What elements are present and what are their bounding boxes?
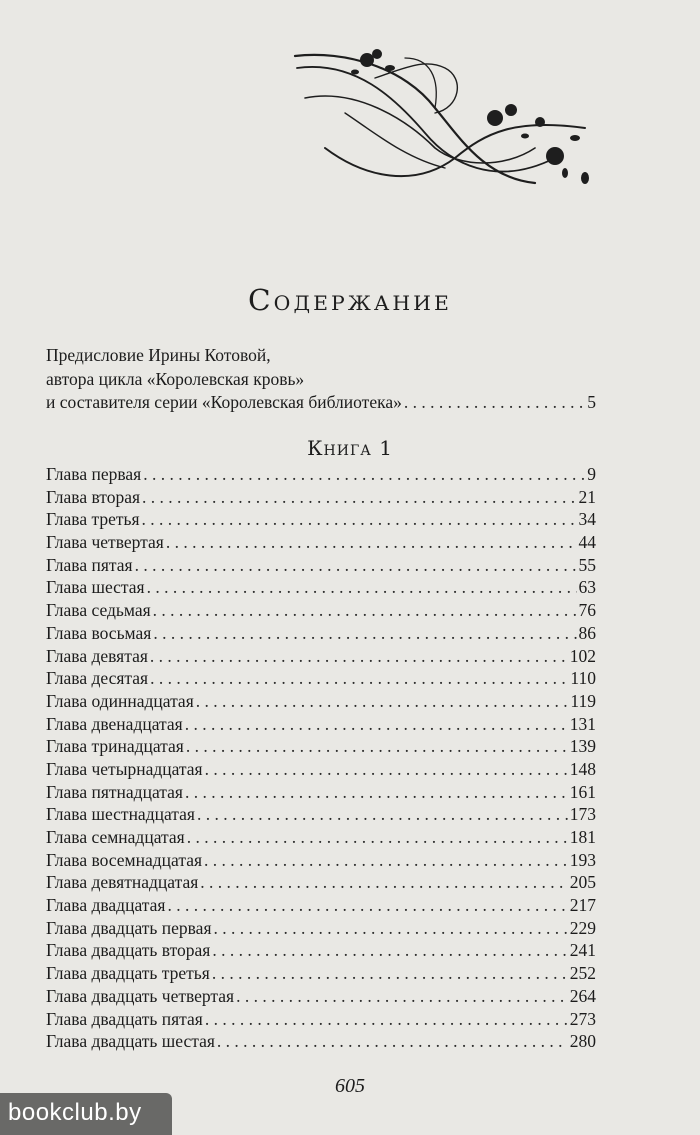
preface-page-number: 5 (587, 392, 596, 412)
chapter-page-number: 110 (570, 668, 596, 689)
chapter-title: Глава двенадцатая (46, 713, 183, 734)
preface-line: автора цикла «Королевская кровь» (46, 369, 305, 389)
leader-dots (153, 599, 577, 622)
chapter-title: Глава четвертая (46, 532, 164, 553)
toc-entry[interactable] (46, 463, 596, 486)
leader-dots (142, 486, 576, 509)
chapter-page-number: 139 (569, 736, 596, 757)
chapter-title: Глава вторая (46, 486, 141, 507)
chapter-page-number: 181 (569, 827, 596, 847)
chapter-title: Глава двадцать пятая (46, 1008, 203, 1029)
leader-dots (167, 894, 567, 917)
chapter-page-number: 44 (578, 532, 596, 553)
toc-entry[interactable] (46, 826, 596, 849)
page-number: 605 (335, 1075, 365, 1097)
chapter-title: Глава шестнадцатая (46, 804, 195, 825)
toc-entry[interactable] (46, 939, 596, 962)
chapter-title: Глава двадцать шестая (46, 1031, 215, 1052)
leader-dots (217, 1030, 568, 1053)
leader-dots (212, 962, 568, 985)
preface-last-line (46, 391, 596, 414)
chapter-page-number: 161 (569, 781, 596, 802)
chapter-title: Глава восемнадцатая (46, 849, 203, 870)
leader-dots (135, 554, 577, 577)
toc-entry[interactable] (46, 667, 596, 690)
chapter-title: Глава двадцать третья (46, 963, 210, 984)
chapter-title: Глава двадцать вторая (46, 940, 211, 961)
chapter-page-number: 86 (578, 622, 596, 643)
watermark-text: bookclub.by (8, 1099, 142, 1126)
chapter-title: Глава пятнадцатая (46, 781, 183, 802)
toc-entry[interactable] (46, 849, 596, 872)
toc-preface-entry[interactable] (46, 343, 596, 414)
chapter-page-number: 241 (569, 940, 596, 961)
chapter-title: Глава девятнадцатая (46, 872, 199, 893)
chapter-page-number: 193 (569, 849, 596, 870)
chapter-page-number: 102 (569, 645, 596, 666)
toc-entry[interactable] (46, 758, 596, 781)
toc-entry[interactable] (46, 554, 596, 577)
leader-dots (212, 939, 567, 962)
toc-entry[interactable] (46, 894, 596, 917)
toc-entry[interactable] (46, 917, 596, 940)
toc-entry[interactable] (46, 803, 596, 826)
chapter-page-number: 273 (569, 1008, 596, 1029)
preface-line: и составителя серии «Королевская библиотека» (46, 392, 402, 412)
chapter-page-number: 76 (578, 600, 596, 621)
chapter-page-number: 217 (569, 895, 596, 916)
toc-entry[interactable] (46, 871, 596, 894)
leader-dots (142, 508, 577, 531)
chapter-title: Глава пятая (46, 554, 133, 575)
leader-dots (153, 622, 576, 645)
chapter-title: Глава девятая (46, 645, 148, 666)
toc-entry[interactable] (46, 576, 596, 599)
toc-entry[interactable] (46, 781, 596, 804)
chapter-title: Глава тринадцатая (46, 736, 184, 757)
leader-dots (186, 735, 568, 758)
chapter-page-number: 264 (569, 985, 596, 1006)
toc-entry[interactable] (46, 735, 596, 758)
chapter-page-number: 34 (578, 509, 596, 530)
chapter-title: Глава первая (46, 464, 142, 484)
leader-dots (196, 690, 569, 713)
book-heading: Книга 1 (307, 436, 393, 460)
chapter-page-number: 173 (569, 804, 596, 825)
chapter-title: Глава четырнадцатая (46, 758, 203, 779)
toc-entry[interactable] (46, 713, 596, 736)
leader-dots (197, 803, 568, 826)
leader-dots (150, 667, 568, 690)
leader-dots (187, 826, 568, 849)
rose-vine-ornament-icon (285, 38, 595, 198)
chapter-page-number: 63 (578, 577, 596, 598)
toc-entry[interactable] (46, 962, 596, 985)
chapter-title: Глава двадцатая (46, 895, 166, 916)
toc-entry[interactable] (46, 645, 596, 668)
chapter-page-number: 280 (569, 1031, 596, 1052)
chapter-title: Глава седьмая (46, 600, 151, 621)
chapter-page-number: 9 (587, 464, 596, 484)
leader-dots (236, 985, 568, 1008)
chapter-title: Глава десятая (46, 668, 149, 689)
leader-dots (204, 849, 568, 872)
chapter-title: Глава семнадцатая (46, 827, 185, 847)
toc-entry[interactable] (46, 531, 596, 554)
chapter-title: Глава восьмая (46, 622, 152, 643)
chapter-page-number: 21 (578, 486, 596, 507)
chapter-page-number: 148 (569, 758, 596, 779)
chapter-page-number: 229 (569, 917, 596, 938)
toc-entry[interactable] (46, 1008, 596, 1031)
leader-dots (185, 713, 568, 736)
leader-dots (404, 391, 585, 414)
chapter-page-number: 131 (569, 713, 596, 734)
chapter-title: Глава одиннадцатая (46, 690, 194, 711)
leader-dots (150, 645, 568, 668)
watermark (0, 1093, 172, 1135)
page-title: Содержание (247, 283, 452, 317)
chapter-title: Глава двадцать четвертая (46, 985, 235, 1006)
chapter-page-number: 252 (569, 963, 596, 984)
leader-dots (147, 576, 577, 599)
chapter-title: Глава двадцать первая (46, 917, 212, 938)
leader-dots (143, 463, 585, 486)
leader-dots (205, 758, 568, 781)
leader-dots (166, 531, 577, 554)
chapter-title: Глава третья (46, 509, 140, 530)
toc-entry[interactable] (46, 690, 596, 713)
chapter-page-number: 205 (569, 872, 596, 893)
leader-dots (185, 781, 568, 804)
chapter-page-number: 55 (578, 554, 596, 575)
preface-line: Предисловие Ирины Котовой, (46, 345, 271, 365)
toc-entry[interactable] (46, 508, 596, 531)
toc-entry[interactable] (46, 985, 596, 1008)
toc-entry[interactable] (46, 622, 596, 645)
chapter-page-number: 119 (570, 690, 596, 711)
toc-entry[interactable] (46, 486, 596, 509)
leader-dots (214, 917, 568, 940)
leader-dots (200, 871, 567, 894)
toc-entry[interactable] (46, 599, 596, 622)
table-of-contents (46, 463, 596, 1053)
toc-entry[interactable] (46, 1030, 596, 1053)
leader-dots (205, 1008, 568, 1031)
chapter-title: Глава шестая (46, 577, 145, 598)
